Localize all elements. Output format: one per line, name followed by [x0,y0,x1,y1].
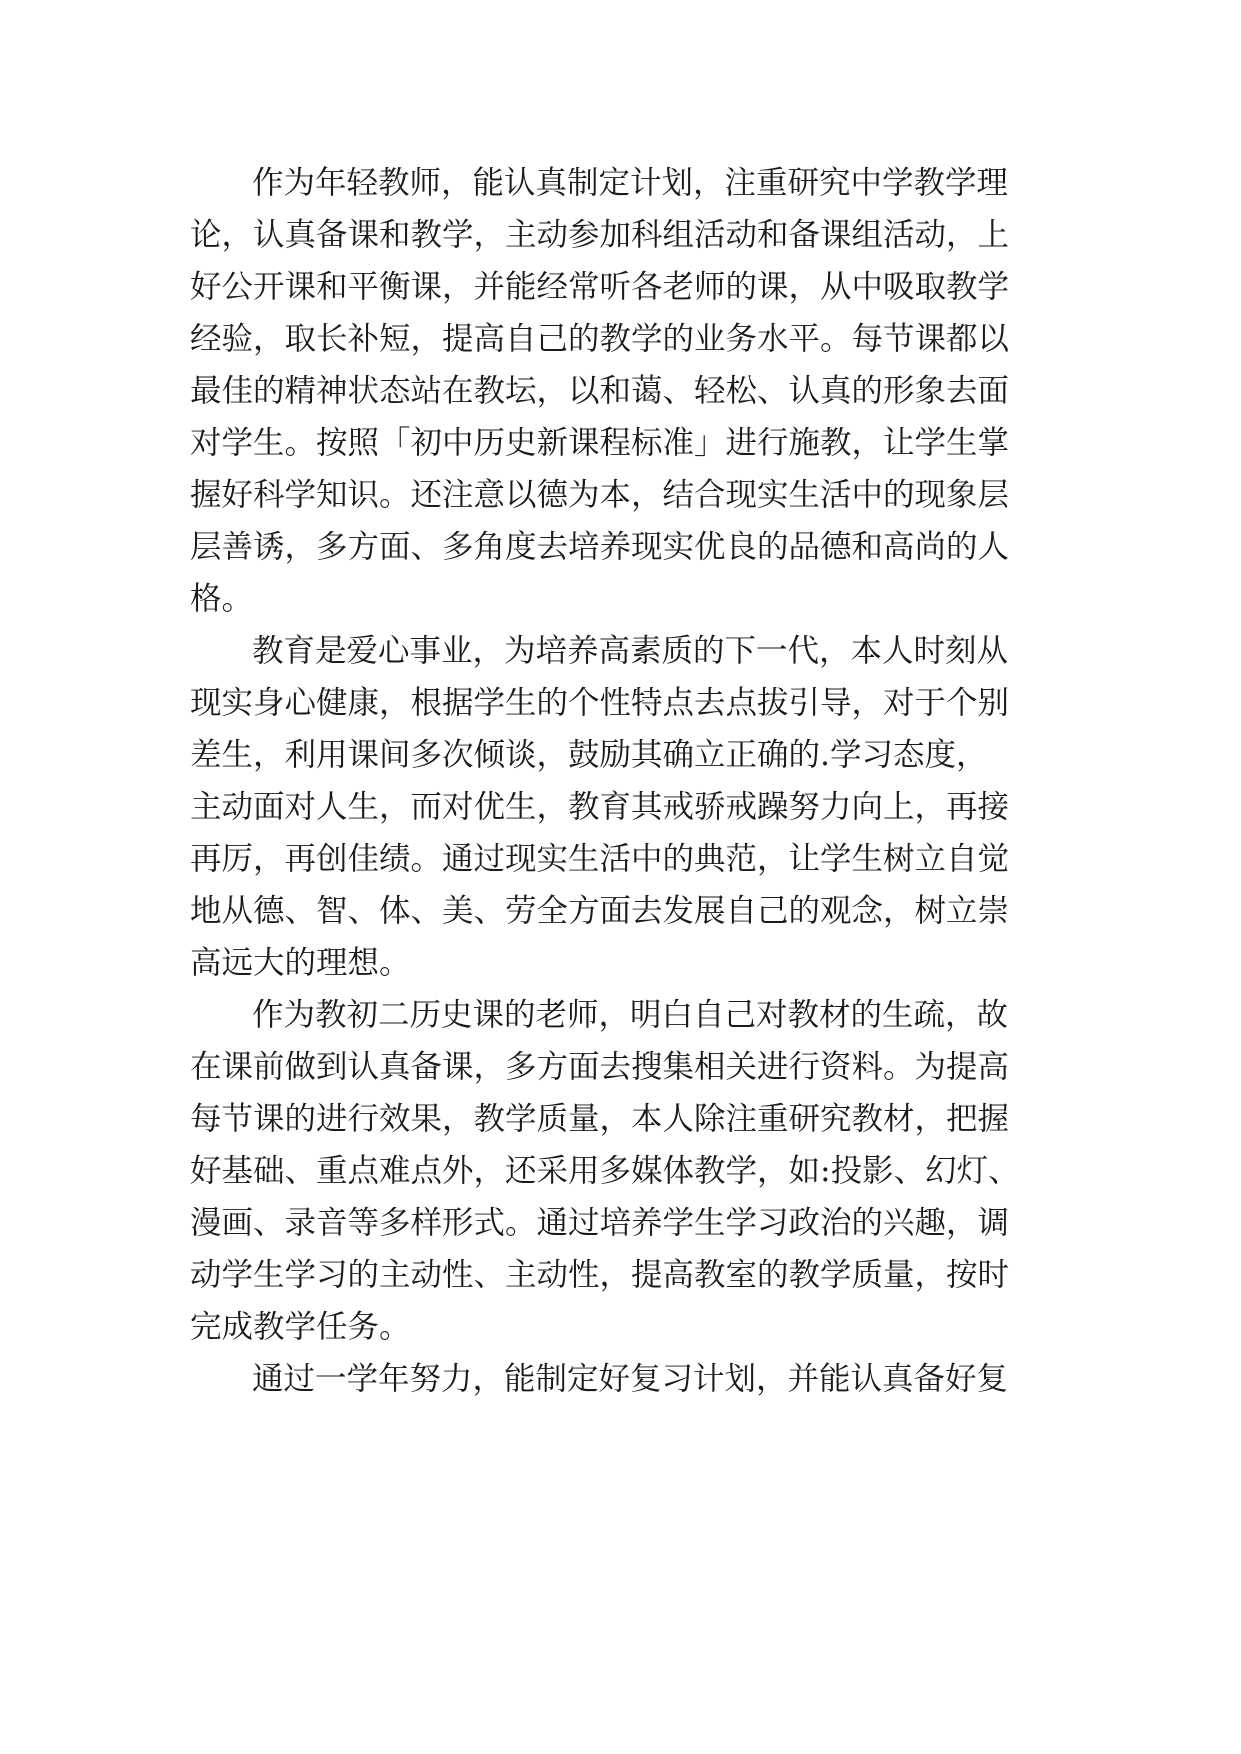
paragraph-3-line-5: 漫画、录音等多样形式。通过培养学生学习政治的兴趣，调 [190,1205,1010,1241]
paragraph-3-line-6: 动学生学习的主动性、主动性，提高教室的教学质量，按时 [190,1257,1010,1293]
paragraph-1-line-9: 格。 [190,581,254,617]
paragraph-1-line-3: 好公开课和平衡课，并能经常听各老师的课，从中吸取教学 [190,269,1010,305]
paragraph-1-line-7: 握好科学知识。还注意以德为本，结合现实生活中的现象层 [190,477,1010,513]
paragraph-1-line-1: 作为年轻教师，能认真制定计划，注重研究中学教学理 [252,165,1009,201]
paragraph-1-line-6: 对学生。按照「初中历史新课程标准」进行施教，让学生掌 [190,425,1010,461]
paragraph-1-line-4: 经验，取长补短，提高自己的教学的业务水平。每节课都以 [190,321,1010,357]
paragraph-2-line-1: 教育是爱心事业，为培养高素质的下一代，本人时刻从 [252,633,1009,669]
paragraph-3-line-3: 每节课的进行效果，教学质量，本人除注重研究教材，把握 [190,1101,1010,1137]
paragraph-4-line-1: 通过一学年努力，能制定好复习计划，并能认真备好复 [252,1361,1009,1397]
paragraph-2-line-6: 地从德、智、体、美、劳全方面去发展自己的观念，树立崇 [190,893,1010,929]
paragraph-3-line-4: 好基础、重点难点外，还采用多媒体教学，如:投影、幻灯、 [190,1153,1020,1189]
paragraph-2-line-7: 高远大的理想。 [190,945,411,981]
paragraph-3-line-2: 在课前做到认真备课，多方面去搜集相关进行资料。为提高 [190,1049,1010,1085]
paragraph-2-line-3: 差生，利用课间多次倾谈，鼓励其确立正确的.学习态度， [190,737,988,773]
paragraph-3-line-7: 完成教学任务。 [190,1309,411,1345]
paragraph-2-line-5: 再厉，再创佳绩。通过现实生活中的典范，让学生树立自觉 [190,841,1010,877]
paragraph-2-line-2: 现实身心健康，根据学生的个性特点去点拔引导，对于个别 [190,685,1010,721]
paragraph-1-line-8: 层善诱，多方面、多角度去培养现实优良的品德和高尚的人 [190,529,1010,565]
paragraph-1-line-5: 最佳的精神状态站在教坛，以和蔼、轻松、认真的形象去面 [190,373,1010,409]
paragraph-2-line-4: 主动面对人生，而对优生，教育其戒骄戒躁努力向上，再接 [190,789,1010,825]
paragraph-1-line-2: 论，认真备课和教学，主动参加科组活动和备课组活动，上 [190,217,1010,253]
paragraph-3-line-1: 作为教初二历史课的老师，明白自己对教材的生疏，故 [252,997,1009,1033]
